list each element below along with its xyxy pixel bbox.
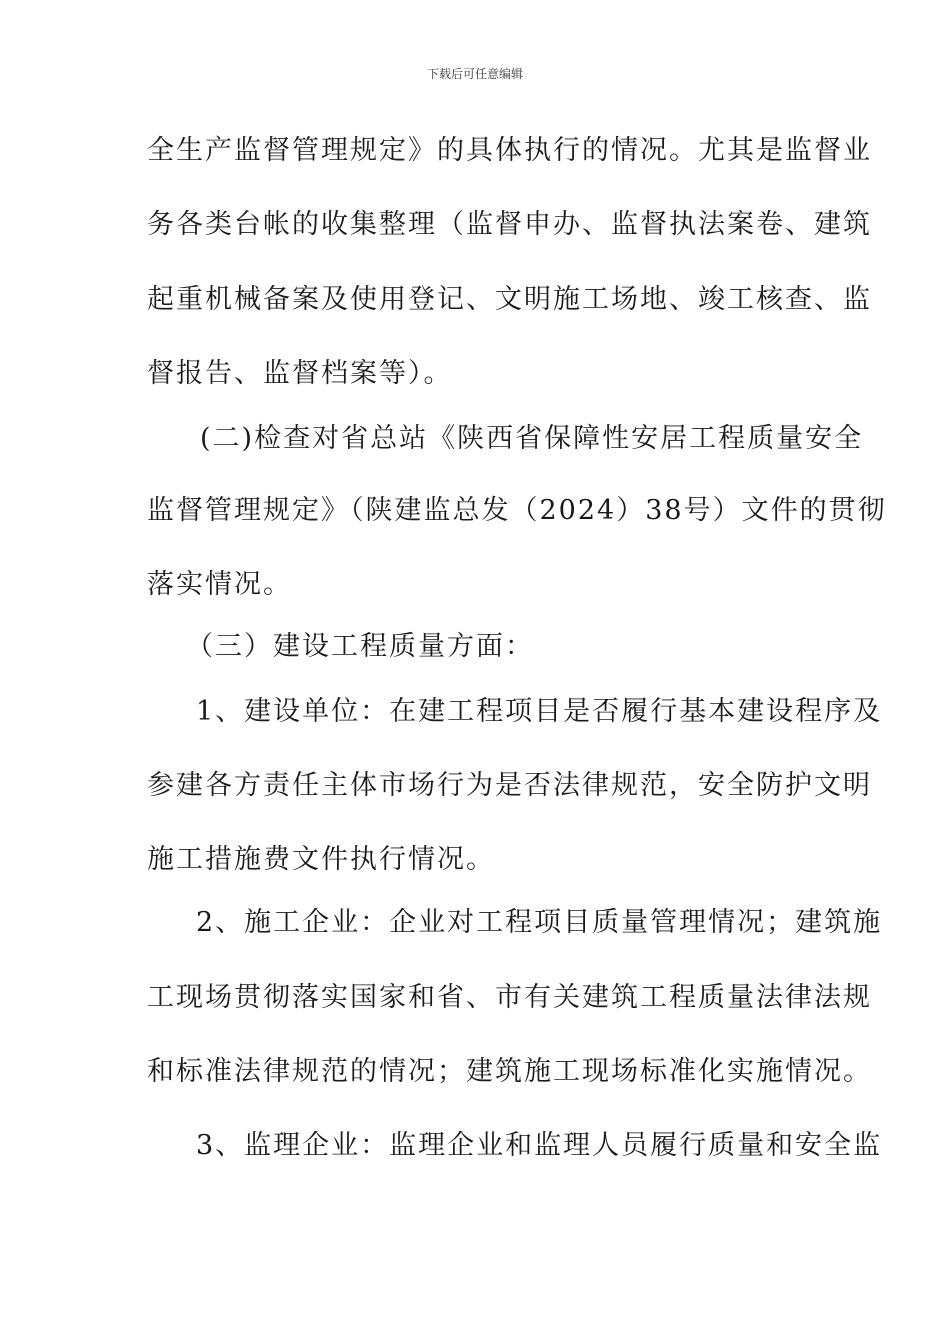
body-line: (二)检查对省总站《陕西省保障性安居工程质量安全 — [200, 423, 864, 454]
body-line: 督报告、监督档案等）。 — [147, 358, 453, 389]
body-line: 3、监理企业：监理企业和监理人员履行质量和安全监 — [196, 1130, 883, 1161]
body-line: 施工措施费文件执行情况。 — [147, 844, 495, 875]
body-line: 和标准法律规范的情况；建筑施工现场标准化实施情况。 — [147, 1056, 872, 1087]
page-header: 下载后可任意编辑 — [426, 67, 523, 81]
body-line: 1、建设单位：在建工程项目是否履行基本建设程序及 — [196, 696, 883, 727]
body-line: 工现场贯彻落实国家和省、市有关建筑工程质量法律法规 — [147, 982, 872, 1013]
body-line: 监督管理规定》（陕建监总发（2024）38号）文件的贯彻 — [147, 495, 887, 526]
body-line: 全生产监督管理规定》的具体执行的情况。尤其是监督业 — [147, 135, 872, 166]
body-line: 起重机械备案及使用登记、文明施工场地、竣工核查、监 — [147, 284, 872, 315]
section-heading: （三）建设工程质量方面： — [186, 631, 534, 662]
body-line: 2、施工企业：企业对工程项目质量管理情况；建筑施 — [196, 907, 883, 938]
body-line: 务各类台帐的收集整理（监督申办、监督执法案卷、建筑 — [147, 209, 872, 240]
body-line: 落实情况。 — [147, 569, 292, 600]
body-line: 参建各方责任主体市场行为是否法律规范，安全防护文明 — [147, 770, 872, 801]
